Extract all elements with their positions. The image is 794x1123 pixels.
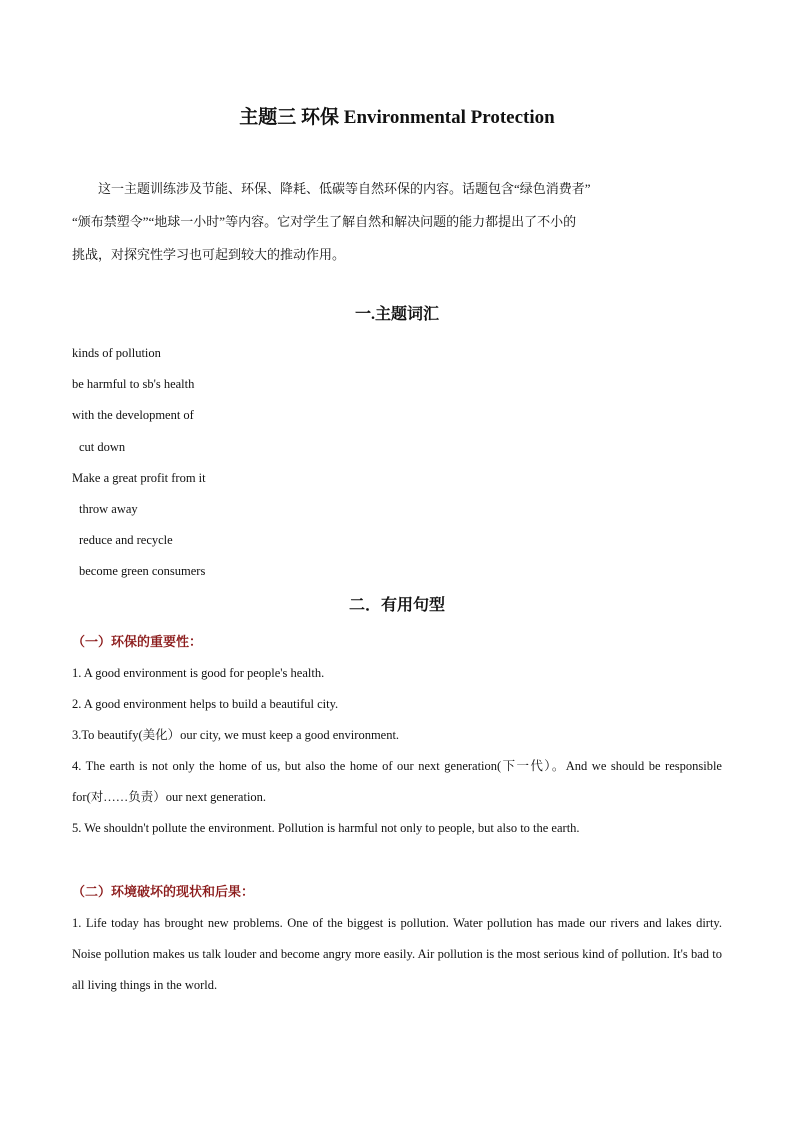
subheading-consequences: （二）环境破坏的现状和后果： <box>72 884 255 899</box>
sentence: 4. The earth is not only the home of us, but also the home of our next generation(下一代）。And we should be responsible for(对……负责）our next generation. <box>72 759 722 804</box>
vocab-item: kinds of pollution <box>72 346 161 360</box>
sentence: 1. Life today has brought new problems. One of the biggest is pollution. Water pollution has made our rivers and lakes dirty. Noise pollution makes us talk louder and become angry more easily. Air pollution is the most serious kind of pollution. It's bad to all living things in the world. <box>72 916 722 992</box>
vocab-item: with the development of <box>72 408 194 423</box>
page-title: 主题三 环保 Environmental Protection <box>239 107 555 128</box>
section-heading-vocabulary: 一.主题词汇 <box>354 306 439 323</box>
intro-line: “颁布禁塑令”“地球一小时”等内容。它对学生了解自然和解决问题的能力都提出了不小的 <box>72 214 577 229</box>
vocab-item: Make a great profit from it <box>72 470 206 485</box>
intro-line: 挑战，对探究性学习也可起到较大的推动作用。 <box>72 247 346 262</box>
sentence-list-consequences <box>72 908 722 1001</box>
sentence: 2. A good environment helps to build a beautiful city. <box>72 697 339 711</box>
intro-line: 这一主题训练涉及节能、环保、降耗、低碳等自然环保的内容。话题包含“绿色消费者” <box>98 181 591 196</box>
intro-paragraph <box>72 172 652 271</box>
vocab-item: cut down <box>79 439 126 454</box>
sentence: 5. We shouldn't pollute the environment. Pollution is harmful not only to people, but also to the earth. <box>72 821 580 835</box>
sentence: 3.To beautify(美化）our city, we must keep a good environment. <box>72 728 400 742</box>
sentence: 1. A good environment is good for people's health. <box>72 666 325 680</box>
vocab-item: throw away <box>79 502 138 517</box>
vocabulary-list <box>72 338 472 588</box>
sentence-list-importance <box>72 658 722 844</box>
vocab-item: become green consumers <box>79 564 206 579</box>
section-heading-sentences: 二．有用句型 <box>348 597 445 614</box>
vocab-item: be harmful to sb's health <box>72 377 195 392</box>
vocab-item: reduce and recycle <box>79 533 173 548</box>
subheading-importance: （一）环保的重要性： <box>72 634 203 649</box>
